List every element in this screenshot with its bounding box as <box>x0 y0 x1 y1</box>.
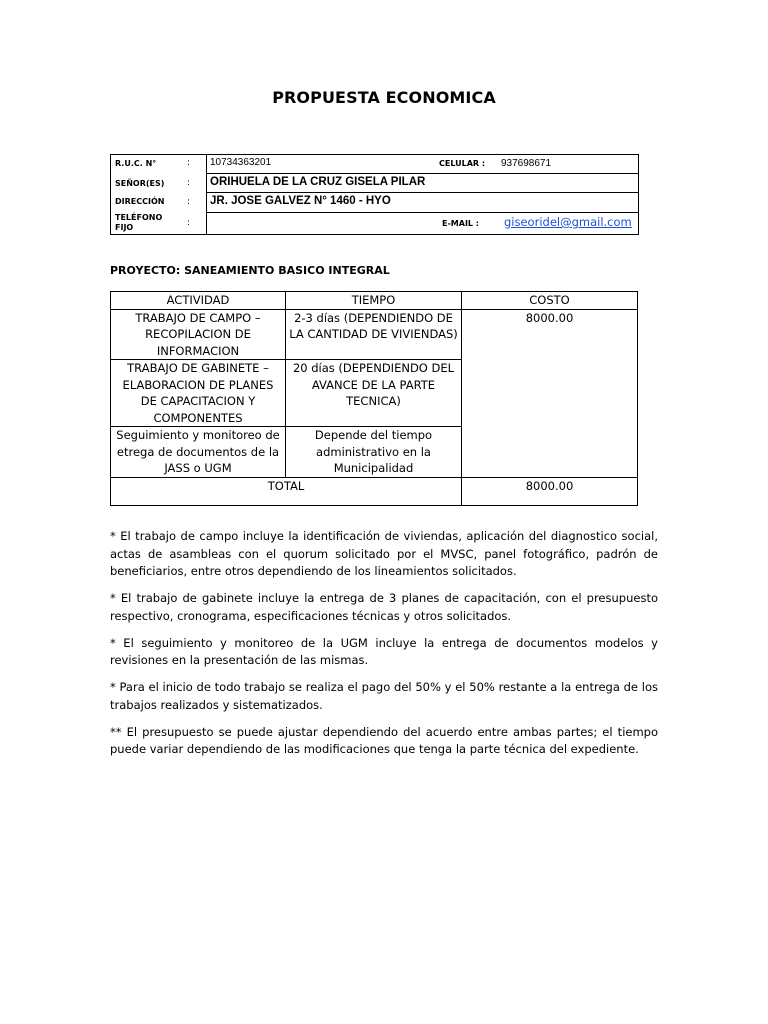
note-paragraph: * El trabajo de gabinete incluye la entrega de 3 planes de capacitación, con el presupuesto respectivo, cronograma, especificaciones técnicas y otros solicitados. <box>110 591 658 623</box>
colon: : <box>187 218 191 228</box>
note-paragraph: ** El presupuesto se puede ajustar dependiendo del acuerdo entre ambas partes; el tiempo puede variar dependiendo de las modificaciones que tenga la parte técnica del expediente. <box>110 724 658 756</box>
activities-table <box>110 291 638 506</box>
cell-tiempo: Depende del tiempo administrativo en la Municipalidad <box>286 427 462 478</box>
cell-actividad: TRABAJO DE GABINETE – ELABORACION DE PLANES DE CAPACITACION Y COMPONENTES <box>111 360 286 427</box>
total-label: TOTAL <box>111 477 462 505</box>
table-header-row <box>111 292 638 310</box>
colon: : <box>187 158 191 168</box>
cell-actividad: Seguimiento y monitoreo de etrega de documentos de la JASS o UGM <box>111 427 286 478</box>
header-costo: COSTO <box>462 292 638 310</box>
cell-costo: 8000.00 <box>462 309 638 477</box>
notes-section <box>110 528 658 768</box>
note-paragraph: * El trabajo de campo incluye la identificación de viviendas, aplicación del diagnostico social, actas de asambleas con el quorum solicitado por el MVSC, panel fotográfico, padrón de beneficiarios, entre otros dependiendo de los lineamientos solicitados. <box>110 529 658 578</box>
header-actividad: ACTIVIDAD <box>111 292 286 310</box>
header-tiempo: TIEMPO <box>286 292 462 310</box>
project-title: PROYECTO: SANEAMIENTO BASICO INTEGRAL <box>110 264 390 277</box>
divider <box>206 212 638 213</box>
direccion-value: JR. JOSE GALVEZ N° 1460 - HYO <box>210 195 391 207</box>
telefono-label-fijo: FIJO <box>115 223 134 232</box>
direccion-label: DIRECCIÓN <box>115 197 165 206</box>
divider <box>206 155 207 234</box>
divider <box>206 192 638 193</box>
celular-label: CELULAR : <box>439 159 486 168</box>
note-paragraph: * Para el inicio de todo trabajo se realiza el pago del 50% y el 50% restante a la entrega de los trabajos realizados y sistematizados. <box>110 680 658 712</box>
divider <box>206 173 638 174</box>
telefono-label: TELÉFONO <box>115 213 163 222</box>
note-paragraph: * El seguimiento y monitoreo de la UGM incluye la entrega de documentos modelos y revisiones en la presentación de las mismas. <box>110 635 658 667</box>
table-total-row <box>111 477 638 505</box>
celular-value: 937698671 <box>501 158 552 169</box>
page-title: PROPUESTA ECONOMICA <box>272 88 496 107</box>
ruc-value: 10734363201 <box>210 157 272 168</box>
ruc-label: R.U.C. N° <box>115 159 157 168</box>
total-value: 8000.00 <box>462 477 638 505</box>
email-link[interactable]: giseoridel@gmail.com <box>504 215 632 229</box>
senor-label: SEÑOR(ES) <box>115 179 165 188</box>
cell-tiempo: 2-3 días (DEPENDIENDO DE LA CANTIDAD DE VIVIENDAS) <box>286 309 462 360</box>
senor-value: ORIHUELA DE LA CRUZ GISELA PILAR <box>210 176 426 188</box>
table-row <box>111 309 638 360</box>
colon: : <box>187 178 191 188</box>
email-label: E-MAIL : <box>442 219 479 228</box>
cell-tiempo: 20 días (DEPENDIENDO DEL AVANCE DE LA PARTE TECNICA) <box>286 360 462 427</box>
colon: : <box>187 197 191 207</box>
cell-actividad: TRABAJO DE CAMPO – RECOPILACION DE INFORMACION <box>111 309 286 360</box>
client-info-box <box>110 154 639 235</box>
